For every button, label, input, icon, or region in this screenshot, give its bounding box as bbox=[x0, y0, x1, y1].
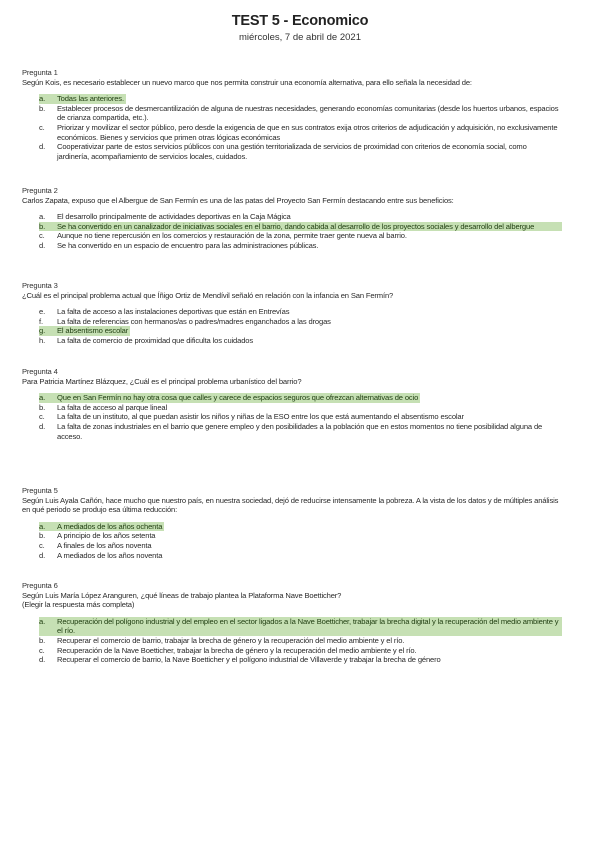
question-subtext: (Elegir la respuesta más completa) bbox=[22, 600, 135, 610]
option-g[interactable]: g. El absentismo escolar bbox=[39, 326, 129, 336]
option-c[interactable]: c. Recuperación de la Nave Boetticher, trabajar la brecha de género y la recuperación del medio ambiente y el río. bbox=[39, 645, 417, 655]
question-4 bbox=[22, 367, 562, 441]
question-3 bbox=[22, 281, 562, 346]
question-label: Pregunta 4 bbox=[22, 367, 58, 376]
question-5 bbox=[22, 486, 562, 560]
question-text: Carlos Zapata, expuso que el Albergue de San Fermín es una de las patas del Proyecto San Fermín destacando entre sus beneficios: bbox=[22, 195, 454, 205]
question-text: ¿Cuál es el principal problema actual que Íñigo Ortiz de Mendívil señaló en relación con la infancia en San Fermín? bbox=[22, 290, 394, 300]
option-c[interactable]: c. A finales de los años noventa bbox=[39, 540, 152, 550]
option-b[interactable]: b. La falta de acceso al parque lineal bbox=[39, 402, 168, 412]
question-6 bbox=[22, 581, 562, 665]
options-list bbox=[39, 307, 562, 345]
option-d[interactable]: d. La falta de zonas industriales en el barrio que genere empleo y den posibilidades a la población que en estos momentos no tiene posibilidad alguna de acceso. bbox=[39, 421, 543, 441]
document-date: miércoles, 7 de abril de 2021 bbox=[239, 32, 361, 43]
option-d[interactable]: d. Recuperar el comercio de barrio, la Nave Boetticher y el polígono industrial de Villaverde y trabajar la brecha de género bbox=[39, 655, 441, 665]
option-d[interactable]: d. Cooperativizar parte de estos servicios públicos con una gestión territorializada de servicios de proximidad con criterios de economía social, como jardinería, acompañamiento de servicios locales, cuidados. bbox=[39, 142, 527, 161]
question-text: Para Patricia Martínez Blázquez, ¿Cuál es el principal problema urbanístico del barrio? bbox=[22, 376, 302, 386]
question-label: Pregunta 3 bbox=[22, 281, 58, 290]
options-list bbox=[39, 94, 562, 161]
document-title: TEST 5 - Economico bbox=[231, 13, 369, 29]
options-list bbox=[39, 522, 562, 560]
question-label: Pregunta 6 bbox=[22, 581, 58, 590]
option-a[interactable]: a. Recuperación del polígono industrial y del empleo en el sector ligados a la Nave Boetticher, trabajar la brecha digital y la recuperación del medio ambiente y el río. bbox=[39, 617, 562, 636]
question-label: Pregunta 2 bbox=[22, 186, 58, 195]
options-list bbox=[39, 617, 562, 665]
question-label: Pregunta 1 bbox=[22, 68, 58, 77]
option-b[interactable]: b. Se ha convertido en un canalizador de iniciativas sociales en el barrio, dando cabida al desarrollo de los proyectos sociales y desarrollo del albergue bbox=[39, 222, 562, 232]
option-a[interactable]: a. Todas las anteriores. bbox=[39, 94, 124, 104]
question-text: Según Luis Ayala Cañón, hace mucho que nuestro país, en nuestra sociedad, dejó de reducirse intensamente la pobreza. A la vista de los datos y de múltiples análisis en qué periodo se produjo esa última reducción: bbox=[22, 495, 559, 515]
option-a[interactable]: a. El desarrollo principalmente de actividades deportivas en la Caja Mágica bbox=[39, 212, 291, 222]
option-c[interactable]: c. Aunque no tiene repercusión en los comercios y restauración de la zona, permite traer gente nueva al barrio. bbox=[39, 231, 407, 241]
option-e[interactable]: e. La falta de acceso a las instalaciones deportivas que están en Entrevías bbox=[39, 307, 290, 317]
option-f[interactable]: f. La falta de referencias con hermanos/as o padres/madres enganchados a las drogas bbox=[39, 316, 331, 326]
options-list bbox=[39, 212, 562, 250]
question-text: Según Luis María López Aranguren, ¿qué líneas de trabajo plantea la Plataforma Nave Boetticher? bbox=[22, 590, 342, 600]
question-text: Según Kois, es necesario establecer un nuevo marco que nos permita construir una economía alternativa, para ello señala la necesidad de: bbox=[22, 77, 472, 87]
option-c[interactable]: c. Priorizar y movilizar el sector público, pero desde la exigencia de que en sus contratos exija otros criterios de adjudicación y adquisición, no exclusivamente económicos. Bienes y servicios que primen otras lógicas económicas bbox=[39, 122, 558, 142]
option-a[interactable]: a. Que en San Fermín no hay otra cosa que calles y carece de espacios seguros que ofrezcan alternativas de ocio bbox=[39, 393, 419, 403]
option-b[interactable]: b. Recuperar el comercio de barrio, trabajar la brecha de género y la recuperación del medio ambiente y el río. bbox=[39, 635, 405, 645]
question-label: Pregunta 5 bbox=[22, 486, 58, 495]
question-1 bbox=[22, 68, 562, 161]
option-d[interactable]: d. A mediados de los años noventa bbox=[39, 550, 163, 560]
options-list bbox=[39, 393, 562, 441]
option-h[interactable]: h. La falta de comercio de proximidad que dificulta los cuidados bbox=[39, 335, 254, 345]
option-d[interactable]: d. Se ha convertido en un espacio de encuentro para las administraciones públicas. bbox=[39, 240, 319, 250]
question-2 bbox=[22, 186, 562, 251]
document-header bbox=[0, 12, 600, 44]
option-b[interactable]: b. A principio de los años setenta bbox=[39, 531, 156, 541]
option-a[interactable]: a. A mediados de los años ochenta bbox=[39, 521, 163, 531]
option-c[interactable]: c. La falta de un instituto, al que puedan asistir los niños y niñas de la ESO entre los que está aumentando el absentismo escolar bbox=[39, 412, 464, 422]
option-b[interactable]: b. Establecer procesos de desmercantilización de alguna de nuestras necesidades, generando economías comunitarias (desde los huertos urbanos, espacios de crianza compartida, etc.). bbox=[39, 103, 559, 123]
